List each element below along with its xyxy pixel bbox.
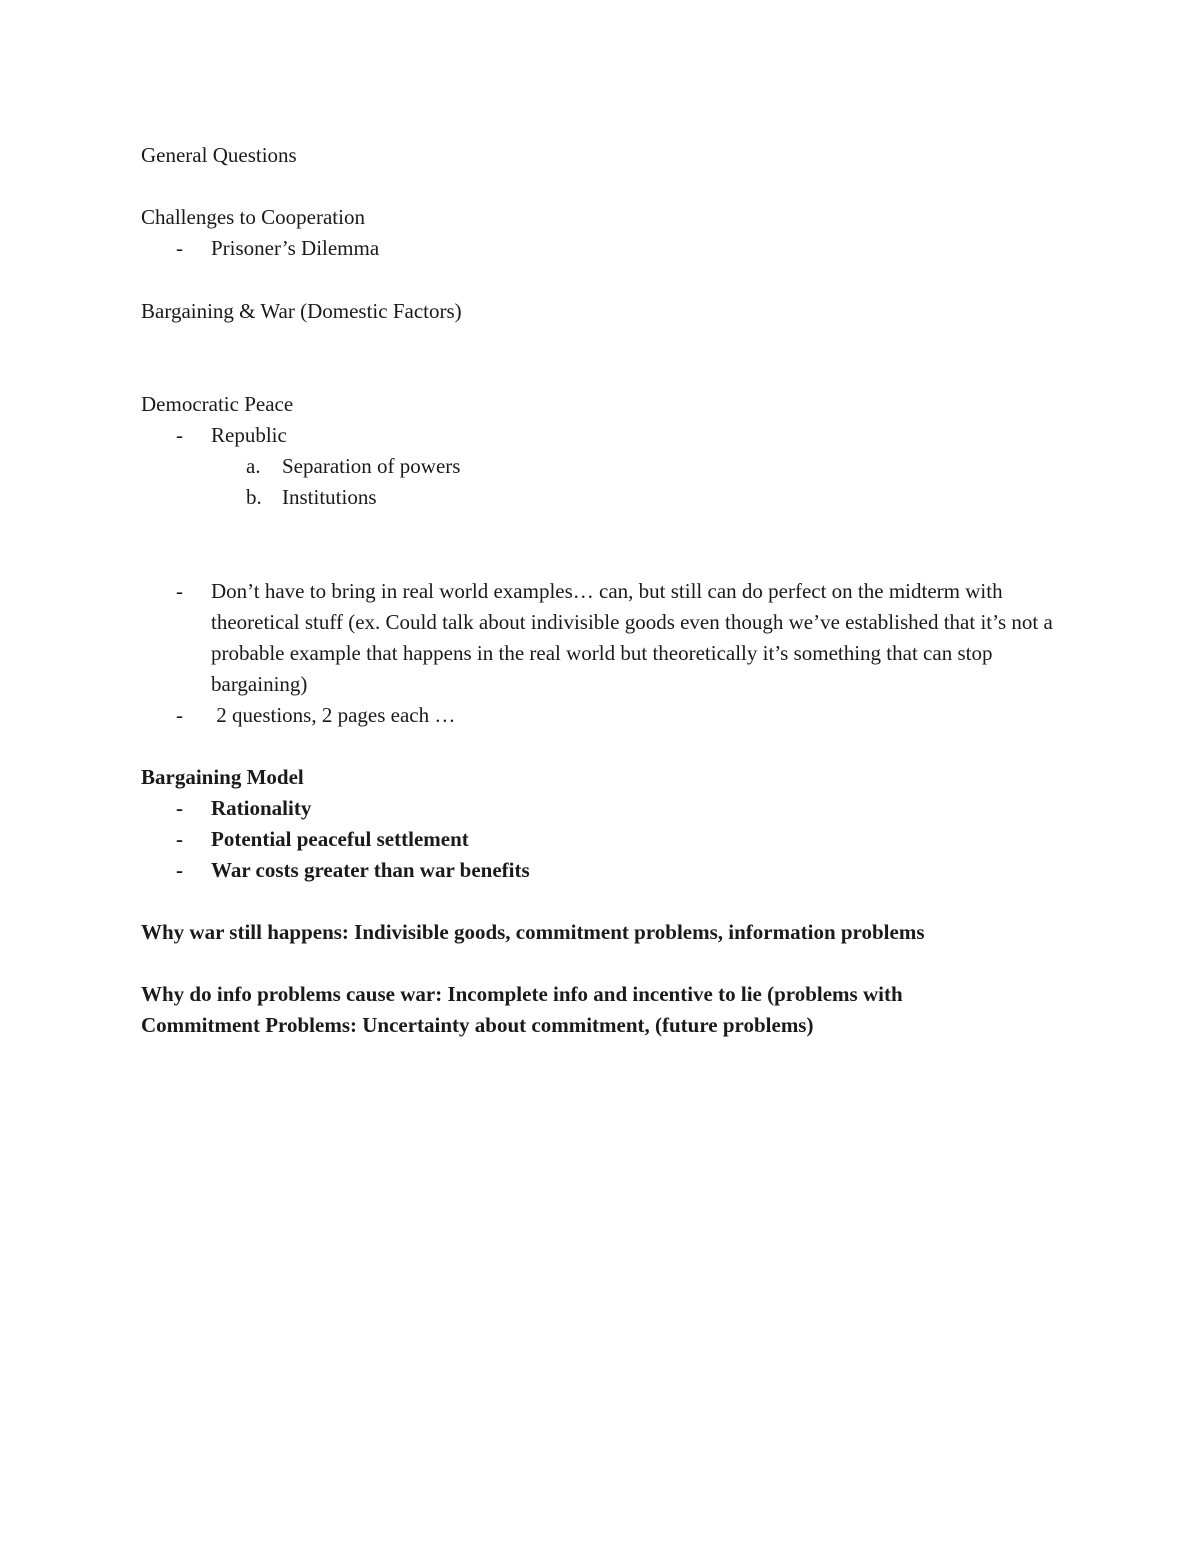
bullet-dash: - [176,858,183,882]
sub-list-item [0,451,1200,482]
list-item [0,576,1200,700]
bullet-dash: - [176,796,183,820]
heading-challenges-to-cooperation: Challenges to Cooperation [141,205,365,229]
sub-list-item-text: Separation of powers [282,454,461,478]
list-item [0,233,1200,264]
sub-list-marker: a. [246,454,261,478]
heading-democratic-peace: Democratic Peace [141,392,294,416]
list-item-text: Rationality [211,796,312,820]
heading-general-questions: General Questions [141,143,297,167]
list-item-text: War costs greater than war benefits [211,858,530,882]
sub-list-item-text: Institutions [282,485,377,509]
heading-bargaining-model: Bargaining Model [141,765,304,789]
bullet-dash: - [176,703,183,727]
list-item-text: Prisoner’s Dilemma [211,236,380,260]
bullet-dash: - [176,236,183,260]
bullet-dash: - [176,579,183,603]
list-item [0,700,1200,731]
bullet-dash: - [176,827,183,851]
heading-bargaining-war: Bargaining & War (Domestic Factors) [141,299,462,323]
sub-list-item [0,482,1200,513]
paragraph-info-problems-line1: Why do info problems cause war: Incomplete info and incentive to lie (problems with [141,982,903,1006]
list-item [0,855,1200,886]
list-item-text: Don’t have to bring in real world examples… can, but still can do perfect on the midterm with theoretical stuff (ex. Could talk about indivisible goods even though we’ve established that it’s not a probable example that happens in the real world but theoretically it’s something that can stop bargaining) [211,579,1053,696]
list-item-text: Potential peaceful settlement [211,827,469,851]
paragraph-info-problems-line2: Commitment Problems: Uncertainty about commitment, (future problems) [141,1013,814,1037]
sub-list-marker: b. [246,485,262,509]
list-item [0,793,1200,824]
list-item-text: 2 questions, 2 pages each … [211,703,456,727]
list-item-text: Republic [211,423,287,447]
bullet-dash: - [176,423,183,447]
list-item [0,420,1200,451]
list-item [0,824,1200,855]
paragraph-why-war: Why war still happens: Indivisible goods, commitment problems, information problems [141,920,925,944]
